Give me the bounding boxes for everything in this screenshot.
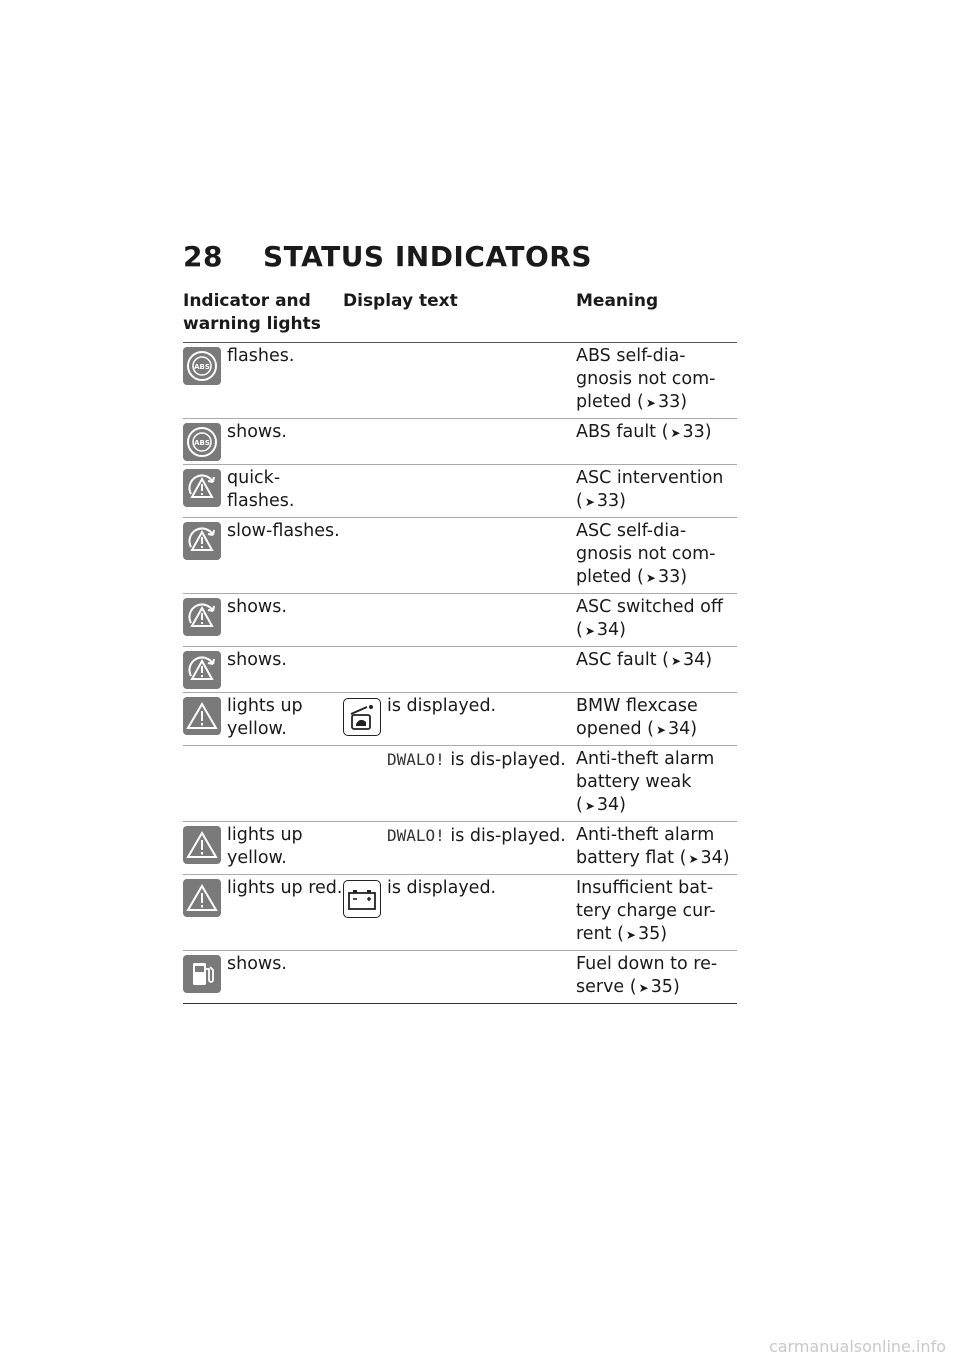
display-text: [387, 695, 496, 742]
display-text: [387, 748, 566, 818]
page-reference: ( ➤ 34): [641, 719, 698, 739]
indicator-state: lights up yellow.: [227, 696, 303, 739]
display-code: DWALO!: [387, 826, 445, 845]
table-row: [183, 693, 737, 746]
svg-text:ABS: ABS: [194, 363, 210, 371]
display-text-cell: [343, 877, 576, 947]
meaning-cell: [576, 824, 737, 871]
display-text-cell: [343, 748, 576, 818]
display-text-cell: [343, 421, 576, 461]
reference-arrow-icon: ➤: [645, 571, 656, 585]
display-text-cell: [343, 467, 576, 514]
page-number: 28: [183, 240, 223, 273]
reference-arrow-icon: ➤: [584, 624, 595, 638]
indicator-state: shows.: [227, 954, 287, 974]
table-row: [183, 822, 737, 875]
indicator-cell: [183, 345, 343, 415]
asc-icon: [183, 522, 221, 560]
indicator-state: shows.: [227, 422, 287, 442]
warning-triangle-icon: [183, 879, 221, 917]
meaning-text: ASC self-dia-gnosis not com-pleted: [576, 521, 716, 587]
page-reference-number: 33: [682, 422, 705, 442]
reference-arrow-icon: ➤: [638, 981, 649, 995]
display-text-cell: [343, 345, 576, 415]
indicator-state: lights up yellow.: [227, 825, 303, 868]
page-reference: ( ➤ 35): [611, 924, 668, 944]
meaning-cell: [576, 596, 737, 643]
fuel-pump-icon: [183, 955, 221, 993]
table-row: [183, 465, 737, 518]
meaning-cell: [576, 345, 737, 415]
table-row: [183, 951, 737, 1004]
meaning-cell: [576, 953, 737, 1000]
display-icon-spacer: [343, 824, 387, 871]
meaning-cell: [576, 695, 737, 742]
table-row: [183, 647, 737, 693]
display-text-cell: [343, 649, 576, 689]
column-header-display-text: Display text: [343, 291, 458, 311]
reference-arrow-icon: ➤: [688, 852, 699, 866]
meaning-cell: [576, 421, 737, 461]
asc-icon: [183, 651, 221, 689]
display-text-cell: [343, 596, 576, 643]
reference-arrow-icon: ➤: [670, 426, 681, 440]
svg-text:ABS: ABS: [194, 439, 210, 447]
indicator-state: flashes.: [227, 346, 295, 366]
display-text-cell: [343, 953, 576, 1000]
meaning-cell: [576, 467, 737, 514]
meaning-cell: [576, 520, 737, 590]
page-reference-number: 33: [596, 491, 620, 511]
page-reference-number: 33: [657, 567, 681, 587]
table-row: [183, 875, 737, 951]
meaning-text: ASC intervention: [576, 468, 724, 488]
indicator-cell: [183, 695, 343, 742]
indicator-state: quick-flashes.: [227, 468, 295, 511]
display-icon-spacer: [343, 748, 387, 818]
empty-icon-slot: [183, 750, 221, 788]
meaning-cell: [576, 649, 737, 689]
battery-icon: [343, 880, 381, 918]
page-title: STATUS INDICATORS: [263, 240, 593, 273]
display-text-label: is displayed.: [387, 878, 497, 898]
asc-icon: [183, 469, 221, 507]
reference-arrow-icon: ➤: [625, 928, 636, 942]
meaning-text: ASC fault: [576, 650, 657, 670]
page-reference-number: 33: [657, 392, 681, 412]
page-reference: ( ➤ 34): [656, 650, 713, 670]
page-reference-number: 35: [637, 924, 661, 944]
page-reference: ( ➤ 34): [576, 795, 626, 815]
watermark: carmanualsonline.info: [768, 1337, 946, 1356]
page-reference: ( ➤ 34): [576, 620, 626, 640]
indicator-cell: [183, 748, 343, 818]
abs-icon: [183, 347, 221, 385]
meaning-text: Insufficient bat-tery charge cur-rent: [576, 878, 716, 944]
page-reference-number: 35: [650, 977, 673, 997]
reference-arrow-icon: ➤: [645, 396, 656, 410]
table-body: [183, 343, 737, 1004]
meaning-text: BMW flexcase opened: [576, 696, 698, 739]
column-header-meaning: Meaning: [576, 291, 659, 311]
indicator-cell: [183, 824, 343, 871]
indicator-cell: [183, 596, 343, 643]
reference-arrow-icon: ➤: [584, 495, 595, 509]
indicator-cell: [183, 953, 343, 1000]
meaning-cell: [576, 748, 737, 818]
indicator-cell: [183, 520, 343, 590]
reference-arrow-icon: ➤: [670, 654, 682, 668]
indicator-state: shows.: [227, 597, 287, 617]
indicator-cell: [183, 649, 343, 689]
warning-triangle-icon: [183, 826, 221, 864]
meaning-text: ABS fault: [576, 422, 657, 442]
page-reference-number: 34: [700, 848, 723, 868]
display-text-label: is dis-played.: [444, 826, 566, 846]
indicator-state: slow-flashes.: [227, 521, 340, 541]
page-reference-number: 34: [596, 795, 620, 815]
page-reference: ( ➤ 35): [624, 977, 680, 997]
display-text-cell: [343, 520, 576, 590]
page-header: [183, 240, 592, 273]
page-reference: ( ➤ 33): [656, 422, 712, 442]
column-header-indicator: Indicator and warning lights: [183, 291, 321, 334]
table-row: [183, 343, 737, 419]
table-row: [183, 419, 737, 465]
table-header: [183, 290, 737, 343]
warning-triangle-icon: [183, 697, 221, 735]
status-indicator-table: [183, 290, 737, 1004]
meaning-text: ASC switched off: [576, 597, 723, 617]
asc-icon: [183, 598, 221, 636]
reference-arrow-icon: ➤: [655, 723, 667, 737]
meaning-text: Fuel down to re-serve: [576, 954, 718, 997]
display-text-label: is displayed.: [387, 696, 497, 716]
indicator-state: shows.: [227, 650, 287, 670]
display-code: DWALO!: [387, 750, 445, 769]
meaning-text: ABS self-dia-gnosis not com-pleted: [576, 346, 716, 412]
display-text-label: is dis-played.: [444, 750, 566, 770]
page-reference-number: 34: [683, 650, 706, 670]
indicator-state: lights up red.: [227, 878, 343, 898]
table-row: [183, 746, 737, 822]
display-text-cell: [343, 695, 576, 742]
page-reference: ( ➤ 33): [576, 491, 626, 511]
table-row: [183, 594, 737, 647]
page-reference: ( ➤ 33): [631, 567, 688, 587]
page-reference: ( ➤ 34): [674, 848, 730, 868]
abs-icon: [183, 423, 221, 461]
indicator-cell: [183, 467, 343, 514]
reference-arrow-icon: ➤: [584, 799, 595, 813]
display-text: [387, 824, 566, 871]
display-text: [387, 877, 496, 947]
flexcase-icon: [343, 698, 381, 736]
page-reference-number: 34: [596, 620, 620, 640]
meaning-text: Anti-theft alarm battery weak: [576, 749, 715, 792]
page-reference: ( ➤ 33): [631, 392, 688, 412]
meaning-text: Anti-theft alarm battery flat: [576, 825, 715, 868]
meaning-cell: [576, 877, 737, 947]
display-text-cell: [343, 824, 576, 871]
page-reference-number: 34: [668, 719, 691, 739]
indicator-cell: [183, 877, 343, 947]
table-row: [183, 518, 737, 594]
indicator-cell: [183, 421, 343, 461]
